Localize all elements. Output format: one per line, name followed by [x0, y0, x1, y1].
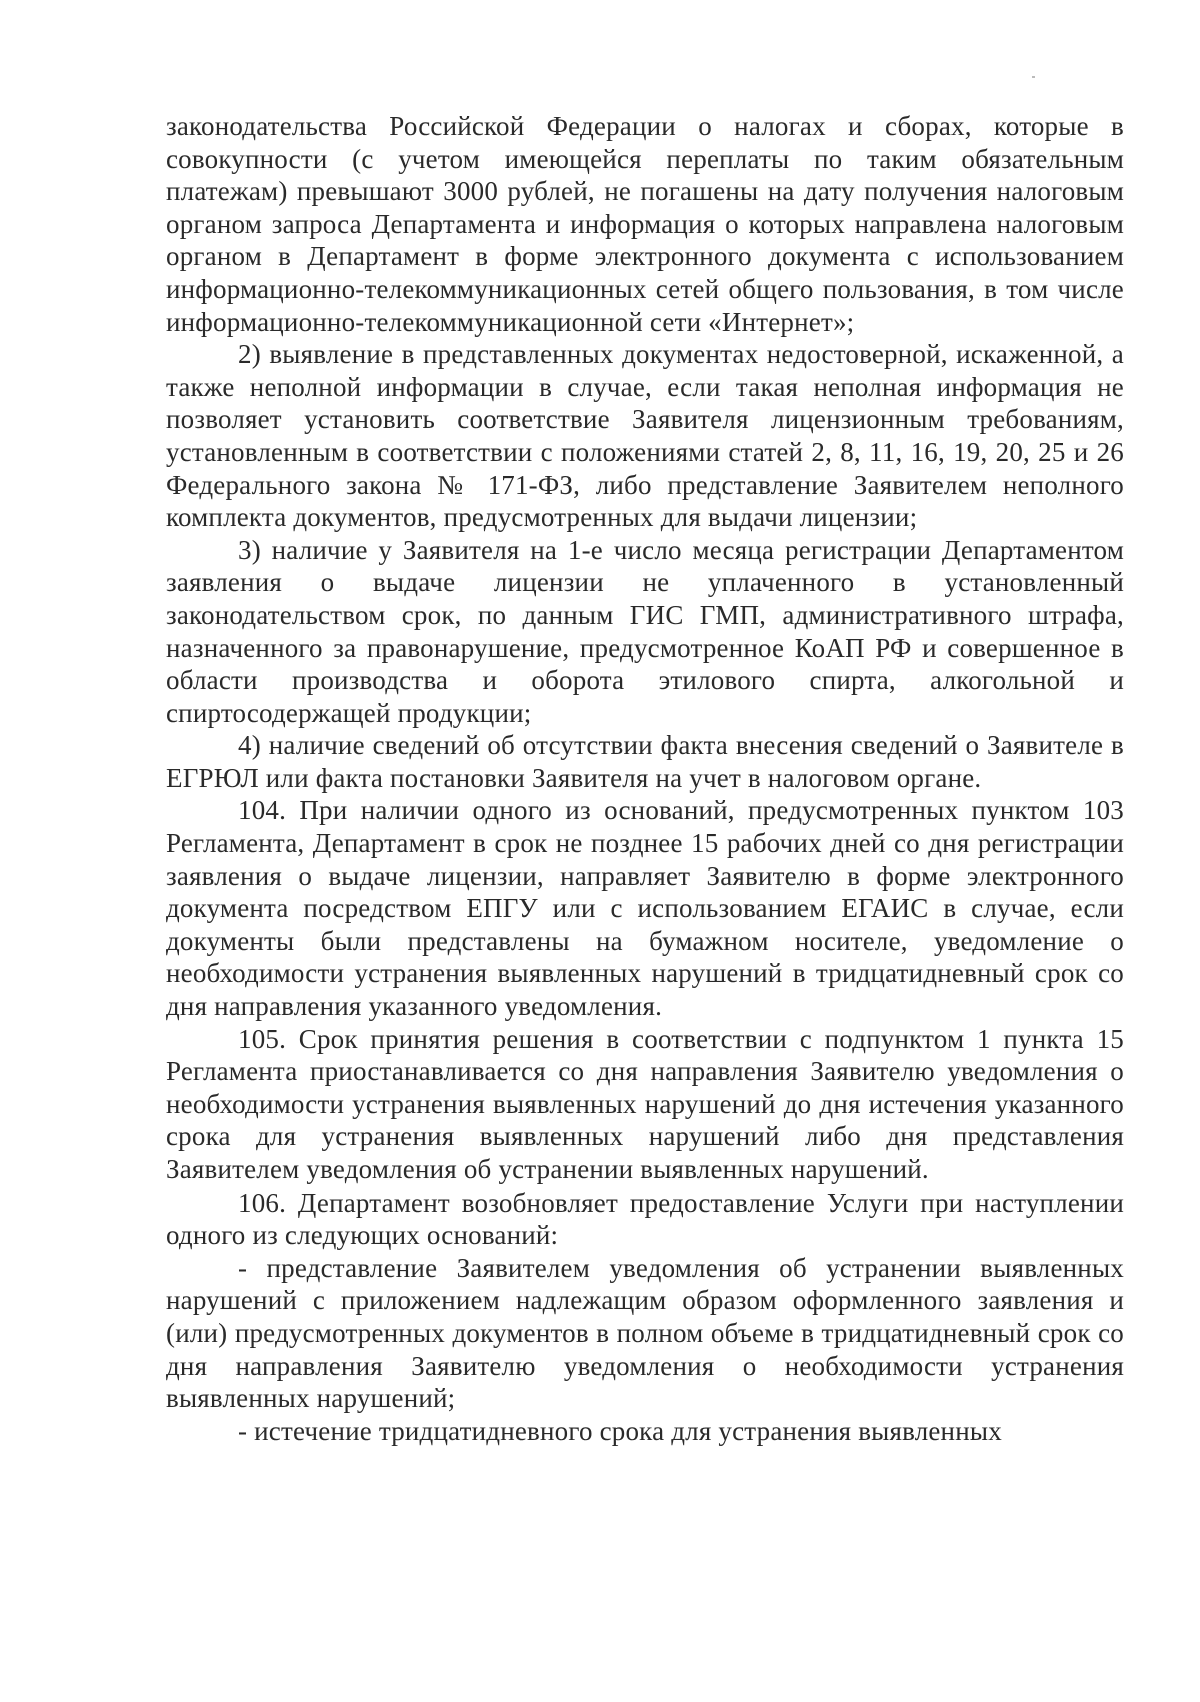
paragraph-item-2: 2) выявление в представленных документах недостоверной, искаженной, а также неполной информации в случае, если такая неполная информация не позволяет установить соответствие Заявителя лицензионным требованиям, установленным в соответствии с положениями статей 2, 8, 11, 16, 19, 20, 25 и 26 Федерального закона № 171-ФЗ, либо представление Заявителем неполного комплекта документов, предусмотренных для выдачи лицензии; — [166, 339, 1124, 533]
scan-speck — [1032, 76, 1035, 78]
paragraph-104: 104. При наличии одного из оснований, предусмотренных пунктом 103 Регламента, Департамент в срок не позднее 15 рабочих дней со дня регистрации заявления о выдаче лицензии, направляет Заявителю в форме электронного документа посредством ЕПГУ или с использованием ЕГАИС в случае, если документы были представлены на бумажном носителе, уведомление о необходимости устранения выявленных нарушений в тридцатидневный срок со дня направления указанного уведомления. — [166, 795, 1124, 1022]
paragraph-item-3: 3) наличие у Заявителя на 1-е число месяца регистрации Департаментом заявления о выдаче лицензии не уплаченного в установленный законодательством срок, по данным ГИС ГМП, административного штрафа, назначенного за правонарушение, предусмотренное КоАП РФ и совершенное в области производства и оборота этилового спирта, алкогольной и спиртосодержащей продукции; — [166, 534, 1124, 728]
paragraph-106-bullet-2: - истечение тридцатидневного срока для устранения выявленных — [238, 1415, 1002, 1446]
paragraph-item-4: 4) наличие сведений об отсутствии факта внесения сведений о Заявителе в ЕГРЮЛ или факта постановки Заявителя на учет в налоговом органе. — [166, 730, 1124, 793]
paragraph-106: 106. Департамент возобновляет предоставление Услуги при наступлении одного из следующих оснований: — [166, 1187, 1124, 1251]
paragraph-tax-debt-continuation: законодательства Российской Федерации о налогах и сборах, которые в совокупности (с учетом имеющейся переплаты по таким обязательным платежам) превышают 3000 рублей, не погашены на дату получения налоговым органом запроса Департамента и информация о которых направлена налоговым органом в Департамент в форме электронного документа с использованием информационно-телекоммуникационных сетей общего пользования, в том числе информационно-телекоммуникационной сети «Интернет»; — [166, 111, 1124, 337]
document-body — [166, 110, 1124, 1447]
paragraph-106-bullet-1: - представление Заявителем уведомления об устранении выявленных нарушений с приложением надлежащим образом оформленного заявления и (или) предусмотренных документов в полном объеме в тридцатидневный срок со дня направления Заявителю уведомления о необходимости устранения выявленных нарушений; — [166, 1252, 1124, 1414]
paragraph-105: 105. Срок принятия решения в соответствии с подпунктом 1 пункта 15 Регламента приостанавливается со дня направления Заявителю уведомления о необходимости устранения выявленных нарушений до дня истечения указанного срока для устранения выявленных нарушений либо дня представления Заявителем уведомления об устранении выявленных нарушений. — [166, 1023, 1124, 1184]
